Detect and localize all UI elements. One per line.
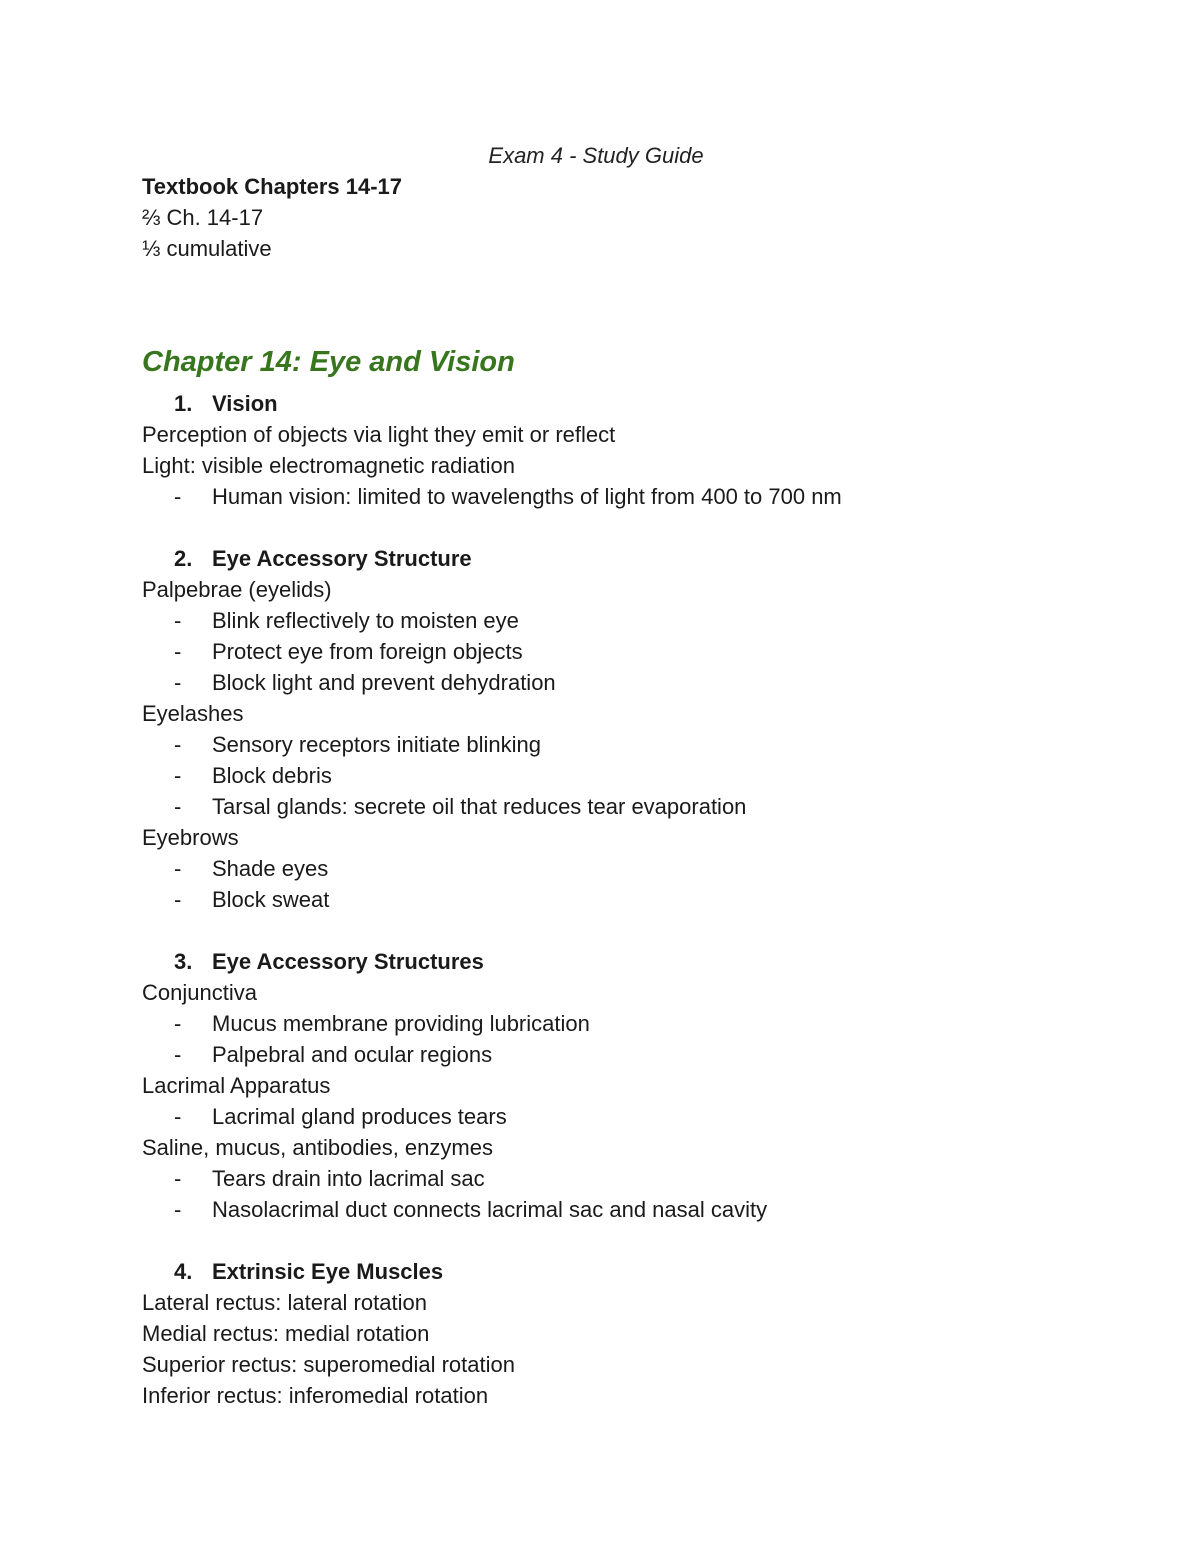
text-line: Perception of objects via light they emit or reflect [142,422,616,447]
text-line: Light: visible electromagnetic radiation [142,453,515,478]
section-vision [142,388,1142,512]
bullet-item: - Tears drain into lacrimal sac [142,1163,1142,1194]
text-line: Lateral rectus: lateral rotation [142,1290,427,1315]
bullet-item: - Palpebral and ocular regions [142,1039,1142,1070]
bullet-item: - Lacrimal gland produces tears [142,1101,1142,1132]
bullet-item: - Block sweat [142,884,1142,915]
intro-line: ⅓ cumulative [142,236,272,261]
section-number: 4. [174,1259,193,1284]
group-label: Palpebrae (eyelids) [142,577,332,602]
text-line: Superior rectus: superomedial rotation [142,1352,515,1377]
document-title: Exam 4 - Study Guide [488,143,704,168]
bullet-marker: - [174,1011,182,1036]
bullet-item: - Block light and prevent dehydration [142,667,1142,698]
section-number: 2. [174,546,193,571]
group-label: Lacrimal Apparatus [142,1073,331,1098]
bullet-marker: - [174,887,182,912]
bullet-item: - Sensory receptors initiate blinking [142,729,1142,760]
section-heading [142,946,1142,977]
section-title: Eye Accessory Structure [212,546,472,571]
section-eye-accessory-structures [142,946,1142,1225]
bullet-item: - Protect eye from foreign objects [142,636,1142,667]
bullet-marker: - [174,670,182,695]
bullet-item: - Blink reflectively to moisten eye [142,605,1142,636]
bullet-marker: - [174,1197,182,1222]
bullet-marker: - [174,1166,182,1191]
bullet-marker: - [174,1042,182,1067]
section-number: 1. [174,391,193,416]
section-heading [142,388,1142,419]
section-title: Vision [212,391,278,416]
document-body [142,171,1142,1411]
section-eye-accessory-structure [142,543,1142,915]
section-heading [142,1256,1142,1287]
section-title: Eye Accessory Structures [212,949,484,974]
text-line: Medial rectus: medial rotation [142,1321,430,1346]
bullet-item: - Human vision: limited to wavelengths of light from 400 to 700 nm [142,481,1142,512]
intro-heading: Textbook Chapters 14-17 [142,174,403,199]
bullet-marker: - [174,763,182,788]
intro-line: ⅔ Ch. 14-17 [142,205,264,230]
group-label: Conjunctiva [142,980,257,1005]
bullet-marker: - [174,1104,182,1129]
group-label: Saline, mucus, antibodies, enzymes [142,1135,493,1160]
bullet-item: - Tarsal glands: secrete oil that reduces tear evaporation [142,791,1142,822]
bullet-marker: - [174,732,182,757]
bullet-item: - Mucus membrane providing lubrication [142,1008,1142,1039]
bullet-item: - Shade eyes [142,853,1142,884]
text-line: Inferior rectus: inferomedial rotation [142,1383,489,1408]
bullet-marker: - [174,639,182,664]
bullet-marker: - [174,856,182,881]
section-title: Extrinsic Eye Muscles [212,1259,444,1284]
section-extrinsic-eye-muscles [142,1256,1142,1411]
bullet-item: - Nasolacrimal duct connects lacrimal sac and nasal cavity [142,1194,1142,1225]
section-heading [142,543,1142,574]
bullet-marker: - [174,484,182,509]
section-number: 3. [174,949,193,974]
bullet-item: - Block debris [142,760,1142,791]
bullet-marker: - [174,608,182,633]
group-label: Eyelashes [142,701,244,726]
group-label: Eyebrows [142,825,239,850]
chapter-title: Chapter 14: Eye and Vision [142,346,515,378]
bullet-marker: - [174,794,182,819]
